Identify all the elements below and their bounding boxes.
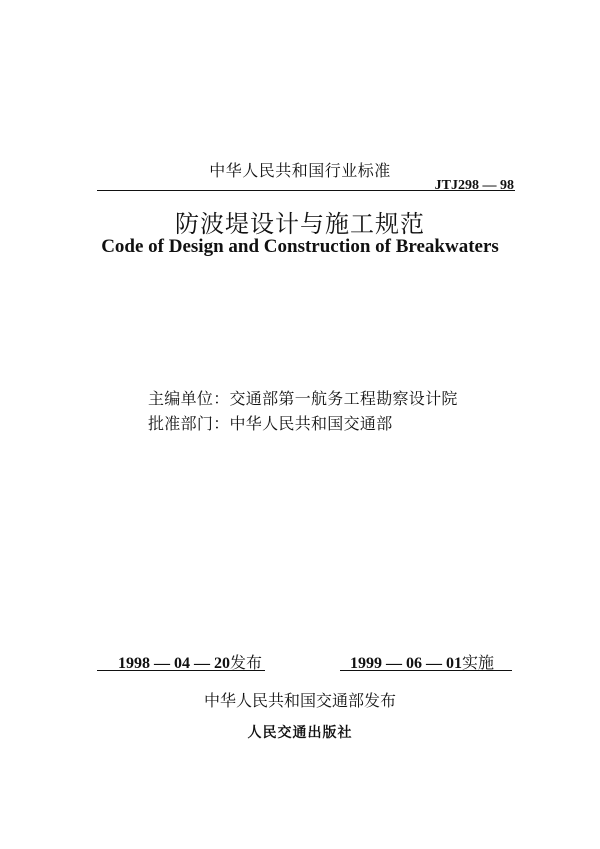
implementation-date-value: 1999 — 06 — 01: [350, 655, 462, 672]
document-title-english: Code of Design and Construction of Breakwaters: [101, 236, 499, 257]
approving-department: 批准部门：中华人民共和国交通部: [148, 414, 393, 433]
document-title-chinese: 防波堤设计与施工规范: [175, 210, 425, 238]
issuing-authority: 中华人民共和国交通部发布: [203, 691, 396, 710]
issue-date-label: 发布: [230, 653, 263, 672]
chief-editor-unit: 主编单位：交通部第一航务工程勘察设计院: [148, 389, 458, 408]
issue-date-value: 1998 — 04 — 20: [118, 655, 230, 672]
implementation-date-label: 实施: [462, 653, 495, 672]
issue-date-underline: [97, 670, 265, 671]
header-rule: [97, 190, 515, 191]
publishing-house: 人民交通出版社: [247, 725, 353, 741]
standard-category: 中华人民共和国行业标准: [209, 161, 391, 180]
standard-number: JTJ298 — 98: [434, 178, 514, 193]
implementation-date-underline: [340, 670, 512, 671]
